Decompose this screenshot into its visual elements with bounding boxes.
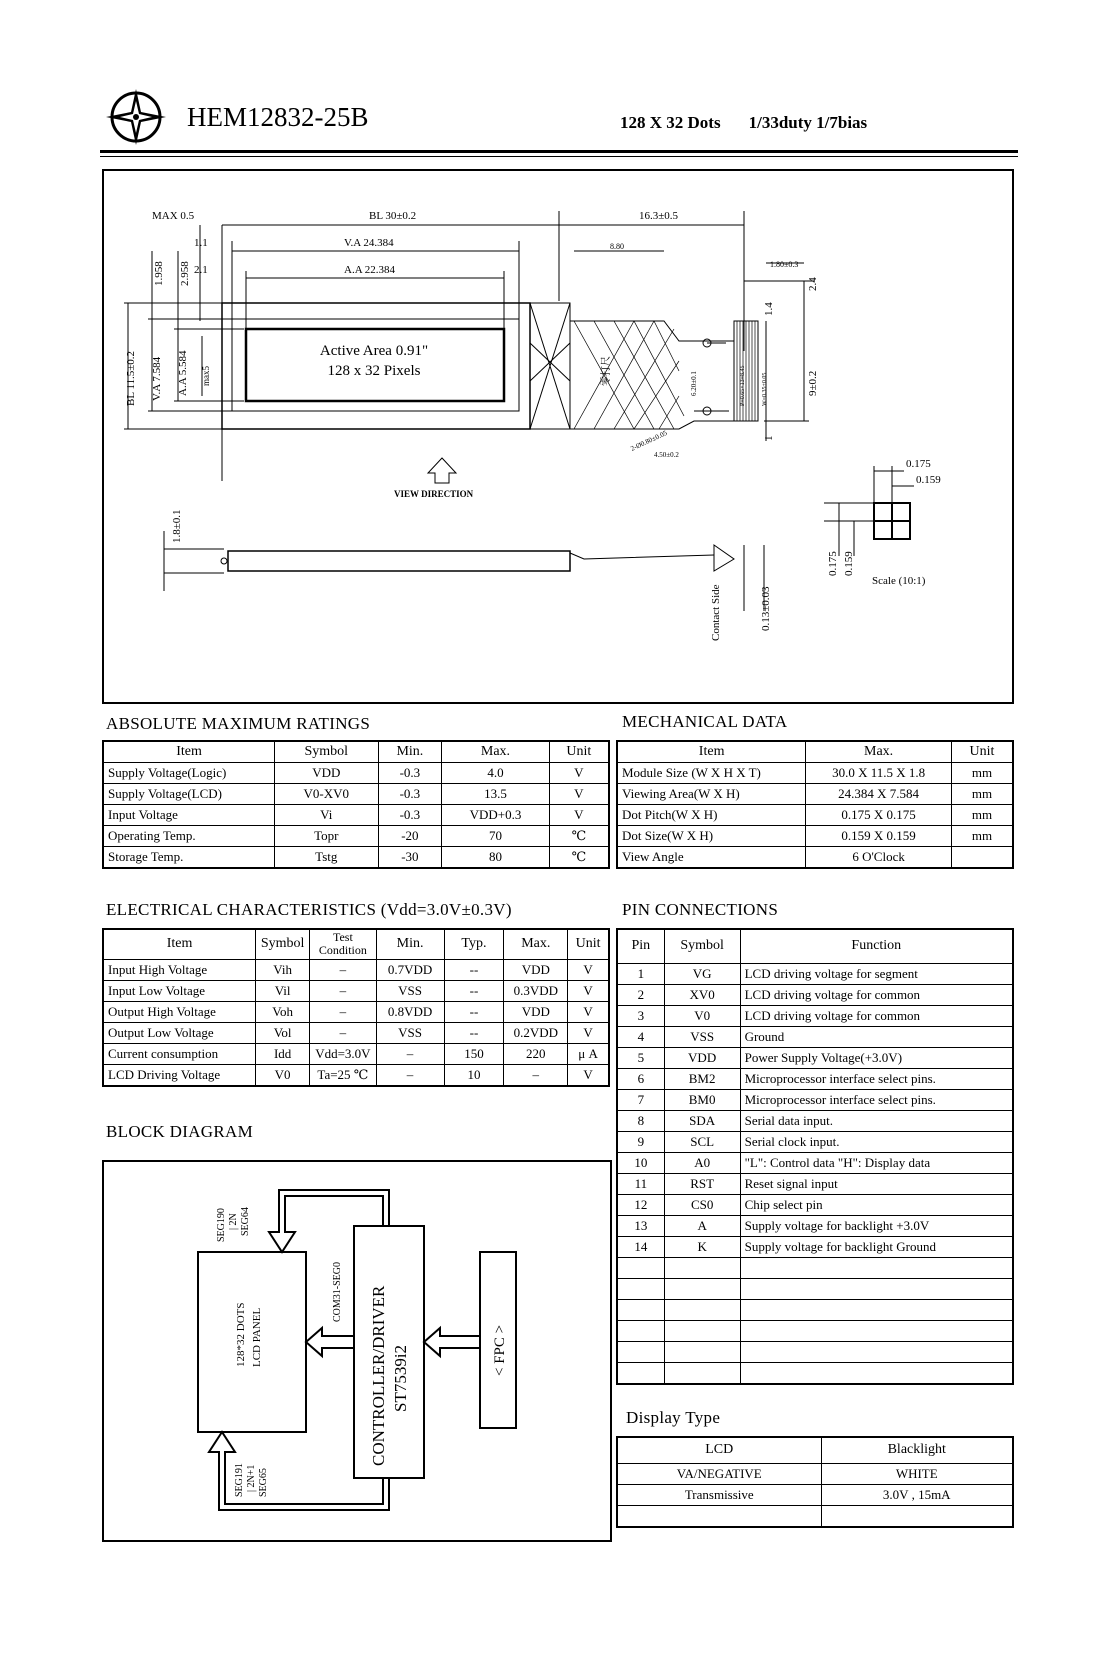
table-cell: LCD driving voltage for segment [740,963,1013,984]
table-cell [664,1341,740,1362]
elec-title: ELECTRICAL CHARACTERISTICS (Vdd=3.0V±0.3V) [106,900,512,919]
table-row [617,1131,1013,1152]
table-cell: Operating Temp. [103,826,275,847]
table-cell: mm [951,805,1013,826]
table-cell: Vol [256,1022,310,1043]
table-cell: 10 [617,1152,664,1173]
table-row [103,1064,609,1086]
dim-offset-1: 1.1 [194,237,208,249]
table-cell: 3 [617,1005,664,1026]
table-cell: VDD [275,763,378,784]
table-cell: 3.0V , 15mA [821,1484,1013,1505]
table-row [103,980,609,1001]
table-cell: CS0 [664,1194,740,1215]
table-cell: WHITE [821,1463,1013,1484]
table-cell [740,1362,1013,1384]
table-cell: Chip select pin [740,1194,1013,1215]
pins-table [616,928,1014,1385]
table-cell: BM2 [664,1068,740,1089]
table-cell: – [376,1064,444,1086]
table-row [103,959,609,980]
table-row [617,805,1013,826]
table-cell: 0.8VDD [376,1001,444,1022]
table-cell: View Angle [617,847,806,869]
col-lcd: LCD [617,1437,821,1463]
header-rule-thin [100,156,1018,157]
table-cell: XV0 [664,984,740,1005]
table-cell: V [568,1001,609,1022]
table-row [617,1194,1013,1215]
table-row [617,847,1013,869]
dim-2958: 2.958 [179,261,191,286]
table-row [617,763,1013,784]
col-test: Test Condition [310,929,376,959]
table-cell: -0.3 [378,763,442,784]
fpc-mark: 零打尺 [601,356,612,386]
dim-max5: max5 [201,366,211,386]
table-cell [740,1278,1013,1299]
table-cell: 24.384 X 7.584 [806,784,952,805]
table-row [617,963,1013,984]
table-cell: Idd [256,1043,310,1064]
table-cell: 9 [617,1131,664,1152]
table-cell: – [504,1064,568,1086]
scale-label: Scale (10:1) [872,575,926,587]
table-cell [664,1278,740,1299]
col-function: Function [740,929,1013,963]
dim-bl-height: BL 11.5±0.2 [125,350,137,406]
table-cell [617,1505,821,1527]
table-cell: 13.5 [442,784,550,805]
dim-24: 2.4 [807,277,819,291]
display-title: Display Type [626,1408,721,1427]
table-row [617,1068,1013,1089]
dim-tail: 16.3±0.5 [639,210,679,222]
table-cell: VSS [376,1022,444,1043]
abs-max-title: ABSOLUTE MAXIMUM RATINGS [106,714,371,733]
table-cell: 4 [617,1026,664,1047]
spec-dots: 128 X 32 Dots [620,113,721,132]
table-cell: 70 [442,826,550,847]
table-cell: 0.175 X 0.175 [806,805,952,826]
table-cell: Output Low Voltage [103,1022,256,1043]
table-row [617,1257,1013,1278]
table-row [617,1173,1013,1194]
col-item: Item [103,741,275,763]
table-cell [617,1299,664,1320]
table-cell: 12 [617,1194,664,1215]
col-min: Min. [378,741,442,763]
table-cell: Supply Voltage(LCD) [103,784,275,805]
table-cell: mm [951,763,1013,784]
table-cell: Module Size (W X H X T) [617,763,806,784]
dim-hole: 2-Ø0.80±0.05 [629,428,669,453]
table-row [103,1043,609,1064]
col-max: Max. [806,741,952,763]
table-cell: – [376,1043,444,1064]
table-cell: 150 [444,1043,504,1064]
table-cell: 6 O'Clock [806,847,952,869]
table-cell: VDD [664,1047,740,1068]
table-row [103,847,609,869]
table-cell: A0 [664,1152,740,1173]
table-row [617,984,1013,1005]
fpc-label: < FPC > [492,1324,508,1376]
mech-table [616,740,1014,869]
table-row [617,1299,1013,1320]
seg-bottom-1: SEG191 [234,1463,245,1497]
table-row [617,1089,1013,1110]
model-title: HEM12832-25B [187,102,369,132]
col-max: Max. [504,929,568,959]
dim-pitch: P=0.65×13=8.45 [740,365,746,406]
table-cell: Serial data input. [740,1110,1013,1131]
table-header-row [617,929,1013,963]
dim-dot-pitch: 0.175 [906,458,931,470]
table-cell: -20 [378,826,442,847]
table-row [617,1005,1013,1026]
table-cell: 5 [617,1047,664,1068]
header-rule-thick [100,150,1018,153]
table-cell: 6 [617,1068,664,1089]
dim-aa-height: A.A 5.584 [177,350,189,396]
table-cell [617,1278,664,1299]
table-cell: Supply voltage for backlight +3.0V [740,1215,1013,1236]
seg-bottom-3: SEG65 [258,1468,269,1497]
dim-dot-pitch-v: 0.175 [827,551,839,576]
table-cell: -- [444,959,504,980]
table-cell [740,1341,1013,1362]
table-cell: Vih [256,959,310,980]
table-row [617,1362,1013,1384]
table-row [617,1341,1013,1362]
table-cell [740,1320,1013,1341]
table-row [617,826,1013,847]
table-cell: Microprocessor interface select pins. [740,1068,1013,1089]
table-cell: Serial clock input. [740,1131,1013,1152]
table-cell: -- [444,1001,504,1022]
table-cell: V [549,784,609,805]
block-title: BLOCK DIAGRAM [106,1122,253,1141]
table-cell: 30.0 X 11.5 X 1.8 [806,763,952,784]
table-cell: A [664,1215,740,1236]
table-cell: -- [444,980,504,1001]
table-cell: LCD driving voltage for common [740,984,1013,1005]
table-cell: "L": Control data "H": Display data [740,1152,1013,1173]
table-cell: Reset signal input [740,1173,1013,1194]
table-cell: 2 [617,984,664,1005]
table-row [103,763,609,784]
table-row [103,826,609,847]
table-cell [951,847,1013,869]
col-symbol: Symbol [664,929,740,963]
dim-1: 1 [763,435,775,441]
panel-label-2: LCD PANEL [251,1307,263,1367]
panel-label-1: 128*32 DOTS [235,1302,247,1367]
table-row [103,805,609,826]
col-max: Max. [442,741,550,763]
table-cell: 14 [617,1236,664,1257]
com-label: COM31-SEG0 [332,1261,343,1322]
dim-va-width: V.A 24.384 [344,237,394,249]
table-cell: VSS [664,1026,740,1047]
table-cell: VA/NEGATIVE [617,1463,821,1484]
company-logo [104,87,168,147]
table-row [617,1047,1013,1068]
table-cell: mm [951,784,1013,805]
table-cell: 1 [617,963,664,984]
table-cell: V [568,980,609,1001]
table-header-row [617,1437,1013,1463]
table-cell: ℃ [549,847,609,869]
dim-va-height: V.A 7.584 [151,356,163,401]
table-cell: – [310,980,376,1001]
table-cell: ℃ [549,826,609,847]
table-cell: 8 [617,1110,664,1131]
table-cell: Input Low Voltage [103,980,256,1001]
dim-fpc-thickness: 0.13±0.03 [760,586,772,631]
controller-label: CONTROLLER/DRIVER [369,1285,388,1466]
dim-pin-width: W=0.35±0.05 [762,372,768,406]
header-spec [620,113,895,133]
table-row [617,1236,1013,1257]
table-cell: μ A [568,1043,609,1064]
col-unit: Unit [951,741,1013,763]
table-cell: RST [664,1173,740,1194]
table-cell: Output High Voltage [103,1001,256,1022]
table-cell: Ta=25 ℃ [310,1064,376,1086]
table-cell: 0.2VDD [504,1022,568,1043]
dim-dot-size: 0.159 [916,474,941,486]
table-cell: VDD+0.3 [442,805,550,826]
table-cell: 0.3VDD [504,980,568,1001]
dim-620: 6.20±0.1 [690,371,698,396]
table-cell: Supply Voltage(Logic) [103,763,275,784]
mechanical-drawing [102,169,1014,704]
table-cell: 4.0 [442,763,550,784]
table-row [103,1022,609,1043]
table-cell: VG [664,963,740,984]
table-cell: Voh [256,1001,310,1022]
table-cell [821,1505,1013,1527]
table-cell [740,1299,1013,1320]
dim-180: 1.80±0.3 [770,260,799,269]
table-cell: Vi [275,805,378,826]
contact-side-label: Contact Side [710,584,722,641]
table-header-row [103,929,609,959]
table-cell: V [568,959,609,980]
table-cell: Viewing Area(W X H) [617,784,806,805]
table-cell: 7 [617,1089,664,1110]
table-cell: LCD driving voltage for common [740,1005,1013,1026]
table-cell [664,1320,740,1341]
col-unit: Unit [568,929,609,959]
table-cell: 10 [444,1064,504,1086]
dim-9: 9±0.2 [807,370,819,396]
table-cell: SCL [664,1131,740,1152]
table-cell: Input High Voltage [103,959,256,980]
table-cell: 13 [617,1215,664,1236]
table-cell: VSS [376,980,444,1001]
col-pin: Pin [617,929,664,963]
seg-top-3: SEG64 [240,1207,251,1236]
table-cell: V [568,1064,609,1086]
table-cell: LCD Driving Voltage [103,1064,256,1086]
table-cell: BM0 [664,1089,740,1110]
view-direction-label: VIEW DIRECTION [394,489,474,499]
seg-top-2: | 2N [228,1213,239,1230]
table-row [617,1026,1013,1047]
table-cell: V [549,805,609,826]
table-cell: Microprocessor interface select pins. [740,1089,1013,1110]
dim-1958: 1.958 [153,261,165,286]
seg-bottom-2: | 2N+1 [246,1464,257,1492]
table-cell: 11 [617,1173,664,1194]
dim-dot-size-v: 0.159 [843,551,855,576]
table-cell: -0.3 [378,784,442,805]
table-cell: Power Supply Voltage(+3.0V) [740,1047,1013,1068]
mech-title: MECHANICAL DATA [622,712,788,731]
controller-chip: ST7539i2 [391,1344,410,1412]
col-symbol: Symbol [256,929,310,959]
table-row [617,784,1013,805]
table-cell: Vil [256,980,310,1001]
table-cell: V [549,763,609,784]
table-cell: mm [951,826,1013,847]
seg-top-1: SEG190 [216,1208,227,1242]
table-cell: -0.3 [378,805,442,826]
pins-title: PIN CONNECTIONS [622,900,779,919]
table-cell: VDD [504,959,568,980]
table-row [617,1484,1013,1505]
col-unit: Unit [549,741,609,763]
active-area-line2: 128 x 32 Pixels [327,363,421,379]
dim-offset-2: 2.1 [194,264,208,276]
display-table [616,1436,1014,1528]
table-cell: 0.7VDD [376,959,444,980]
table-cell: Topr [275,826,378,847]
table-cell [617,1341,664,1362]
dim-thickness: 1.8±0.1 [171,509,183,543]
table-cell: Transmissive [617,1484,821,1505]
dim-aa-width: A.A 22.384 [344,264,396,276]
abs-max-table [102,740,610,869]
table-header-row [103,741,609,763]
table-row [103,1001,609,1022]
table-cell [664,1257,740,1278]
table-cell: – [310,1022,376,1043]
table-cell: Storage Temp. [103,847,275,869]
elec-table [102,928,610,1087]
active-area-line1: Active Area 0.91" [319,343,429,359]
dim-tail-a: 8.80 [610,242,624,251]
table-cell: Ground [740,1026,1013,1047]
table-row [617,1463,1013,1484]
table-cell: Supply voltage for backlight Ground [740,1236,1013,1257]
dim-14: 1.4 [763,302,775,316]
table-cell: V0 [256,1064,310,1086]
col-backlight: Blacklight [821,1437,1013,1463]
table-cell: V [568,1022,609,1043]
table-cell: 0.159 X 0.159 [806,826,952,847]
table-row [617,1152,1013,1173]
table-cell: Tstg [275,847,378,869]
table-row [617,1320,1013,1341]
table-cell: Dot Pitch(W X H) [617,805,806,826]
table-cell: 220 [504,1043,568,1064]
table-row [617,1110,1013,1131]
table-cell [617,1320,664,1341]
col-item: Item [103,929,256,959]
table-cell: – [310,959,376,980]
dim-max: MAX 0.5 [152,210,195,222]
table-cell: Vdd=3.0V [310,1043,376,1064]
table-cell: VDD [504,1001,568,1022]
col-symbol: Symbol [275,741,378,763]
table-cell: V0-XV0 [275,784,378,805]
table-cell: 80 [442,847,550,869]
table-cell: Current consumption [103,1043,256,1064]
table-cell: K [664,1236,740,1257]
table-cell [664,1299,740,1320]
dim-bl-width: BL 30±0.2 [369,210,417,222]
table-cell: Dot Size(W X H) [617,826,806,847]
col-item: Item [617,741,806,763]
table-row [617,1505,1013,1527]
table-header-row [617,741,1013,763]
table-cell [664,1362,740,1384]
table-cell: V0 [664,1005,740,1026]
table-cell [740,1257,1013,1278]
table-row [617,1215,1013,1236]
spec-duty: 1/33duty 1/7bias [748,113,868,132]
table-cell [617,1362,664,1384]
table-row [617,1278,1013,1299]
dim-450: 4.50±0.2 [654,451,679,459]
table-cell: -30 [378,847,442,869]
col-typ: Typ. [444,929,504,959]
table-cell: – [310,1001,376,1022]
block-diagram [102,1160,612,1542]
col-min: Min. [376,929,444,959]
table-cell: Input Voltage [103,805,275,826]
table-cell [617,1257,664,1278]
table-cell: -- [444,1022,504,1043]
table-row [103,784,609,805]
table-cell: SDA [664,1110,740,1131]
